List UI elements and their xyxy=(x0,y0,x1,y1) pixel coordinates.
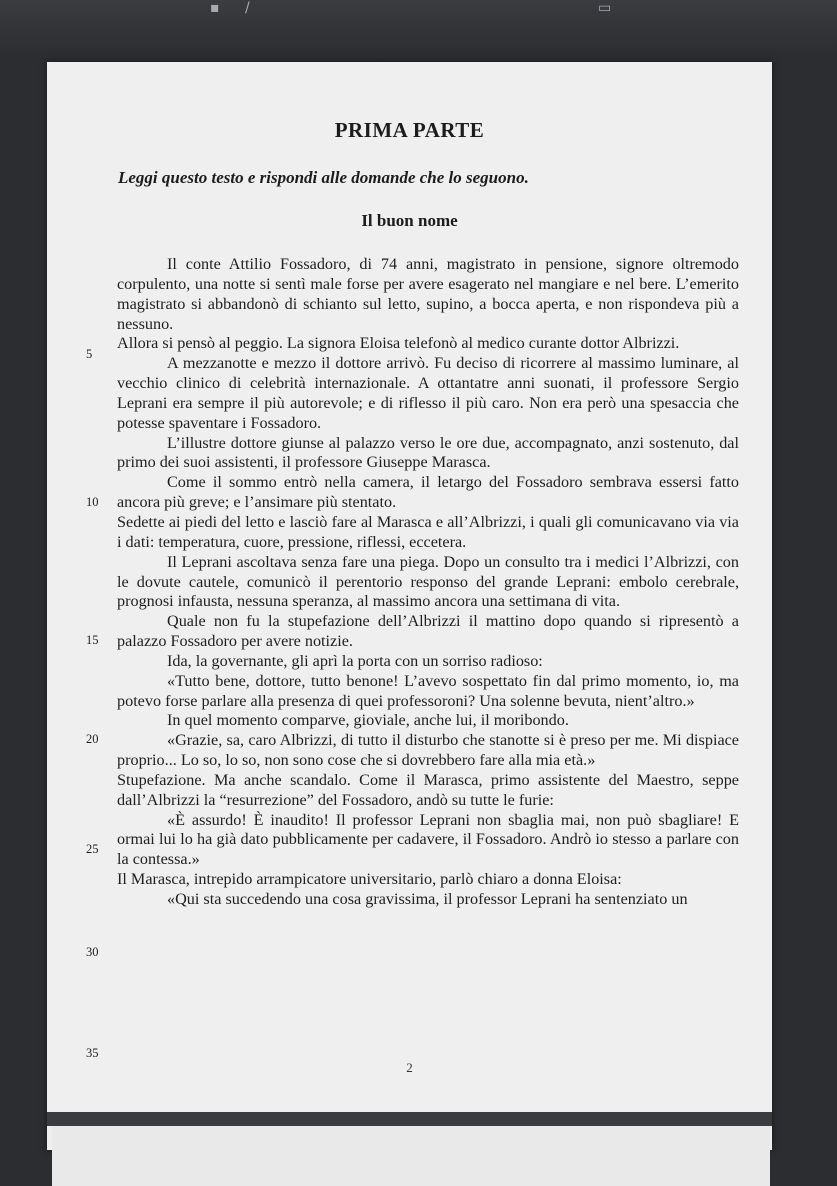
line-number: 10 xyxy=(86,495,99,509)
next-document-page xyxy=(52,1126,770,1186)
paragraph: Il conte Attilio Fossadoro, di 74 anni, magistrato in pensione, signore oltremodo corpulento, una notte si sentì male forse per avere esagerato nel mangiare e nel bere. L’emerito magistrato si abbandonò di schianto sul letto, supino, a bocca aperta, e non rispondeva più a nessuno. xyxy=(117,255,739,333)
paragraph: «Grazie, sa, caro Albrizzi, di tutto il disturbo che stanotte si è preso per me. Mi dispiace proprio... Lo so, lo so, non sono cose che si dovrebbero fare alla mia età.» xyxy=(117,731,739,770)
paragraph: In quel momento comparve, gioviale, anche lui, il moribondo. xyxy=(167,711,569,730)
line-number: 15 xyxy=(86,633,99,647)
paragraph: Quale non fu la stupefazione dell’Albrizzi il mattino dopo quando si ripresentò a palazzo Fossadoro per avere notizie. xyxy=(117,612,739,651)
document-page xyxy=(47,62,772,1150)
line-number: 25 xyxy=(86,842,99,856)
paragraph: A mezzanotte e mezzo il dottore arrivò. Fu deciso di ricorrere al massimo luminare, al vecchio clinico di celebrità internazionale. A ottantatre anni suonati, il professore Sergio Leprani era sempre il più autorevole; e di riflesso il più caro. Non era però una spesaccia che potesse spaventare i Fossadoro. xyxy=(117,354,739,432)
toolbar-icon[interactable]: ▪ xyxy=(210,0,220,16)
paragraph: «È assurdo! È inaudito! Il professor Leprani non sbaglia mai, non può sbagliare! E ormai lui lo ha già dato pubblicamente per cadavere, il Fossadoro. Andrò io stesso a parlare con la contessa.» xyxy=(117,810,739,869)
paragraph: Sedette ai piedi del letto e lasciò fare al Marasca e all’Albrizzi, i quali gli comunicavano via via i dati: temperatura, cuore, pressione, riflessi, eccetera. xyxy=(117,512,739,551)
line-number: 20 xyxy=(86,732,99,746)
line-number: 35 xyxy=(86,1046,99,1060)
story-text xyxy=(86,255,739,1060)
line-number: 30 xyxy=(86,945,99,959)
story-title: Il buon nome xyxy=(361,211,458,230)
toolbar-icon[interactable]: / xyxy=(245,0,250,16)
toolbar-icon[interactable]: ▭ xyxy=(598,0,612,16)
instructions: Leggi questo testo e rispondi alle domande che lo seguono. xyxy=(118,168,529,187)
page-number: 2 xyxy=(406,1060,413,1075)
paragraph: L’illustre dottore giunse al palazzo verso le ore due, accompagnato, anzi sostenuto, dal primo dei suoi assistenti, il professore Giuseppe Marasca. xyxy=(117,433,739,472)
paragraph: Stupefazione. Ma anche scandalo. Come il Marasca, primo assistente del Maestro, seppe dall’Albrizzi la “resurrezione” del Fossadoro, andò su tutte le furie: xyxy=(117,770,739,809)
paragraph: «Tutto bene, dottore, tutto benone! L’avevo sospettato fin dal primo momento, io, ma potevo forse parlare alla presenza di quei professoroni? Una solenne bevuta, nient’altro.» xyxy=(117,671,739,710)
paragraph: Come il sommo entrò nella camera, il letargo del Fossadoro sembrava essersi fatto ancora più greve; e l’ansimare più stentato. xyxy=(117,473,739,512)
paragraph: Il Leprani ascoltava senza fare una piega. Dopo un consulto tra i medici l’Albrizzi, con le dovute cautele, comunicò il perentorio responso del grande Leprani: embolo cerebrale, prognosi infausta, nessuna speranza, al massimo ancora una settimana di vita. xyxy=(117,552,739,611)
paragraph: Ida, la governante, gli aprì la porta con un sorriso radioso: xyxy=(167,651,543,670)
paragraph: Allora si pensò al peggio. La signora Eloisa telefonò al medico curante dottor Albrizzi. xyxy=(117,334,680,353)
line-number: 5 xyxy=(86,347,93,361)
page-heading: PRIMA PARTE xyxy=(334,118,485,142)
viewer-toolbar xyxy=(0,0,837,60)
paragraph: Il Marasca, intrepido arrampicatore universitario, parlò chiaro a donna Eloisa: xyxy=(117,870,622,889)
paragraph: «Qui sta succedendo una cosa gravissima, il professor Leprani ha sentenziato un xyxy=(167,890,688,908)
page-gap xyxy=(47,1112,772,1126)
